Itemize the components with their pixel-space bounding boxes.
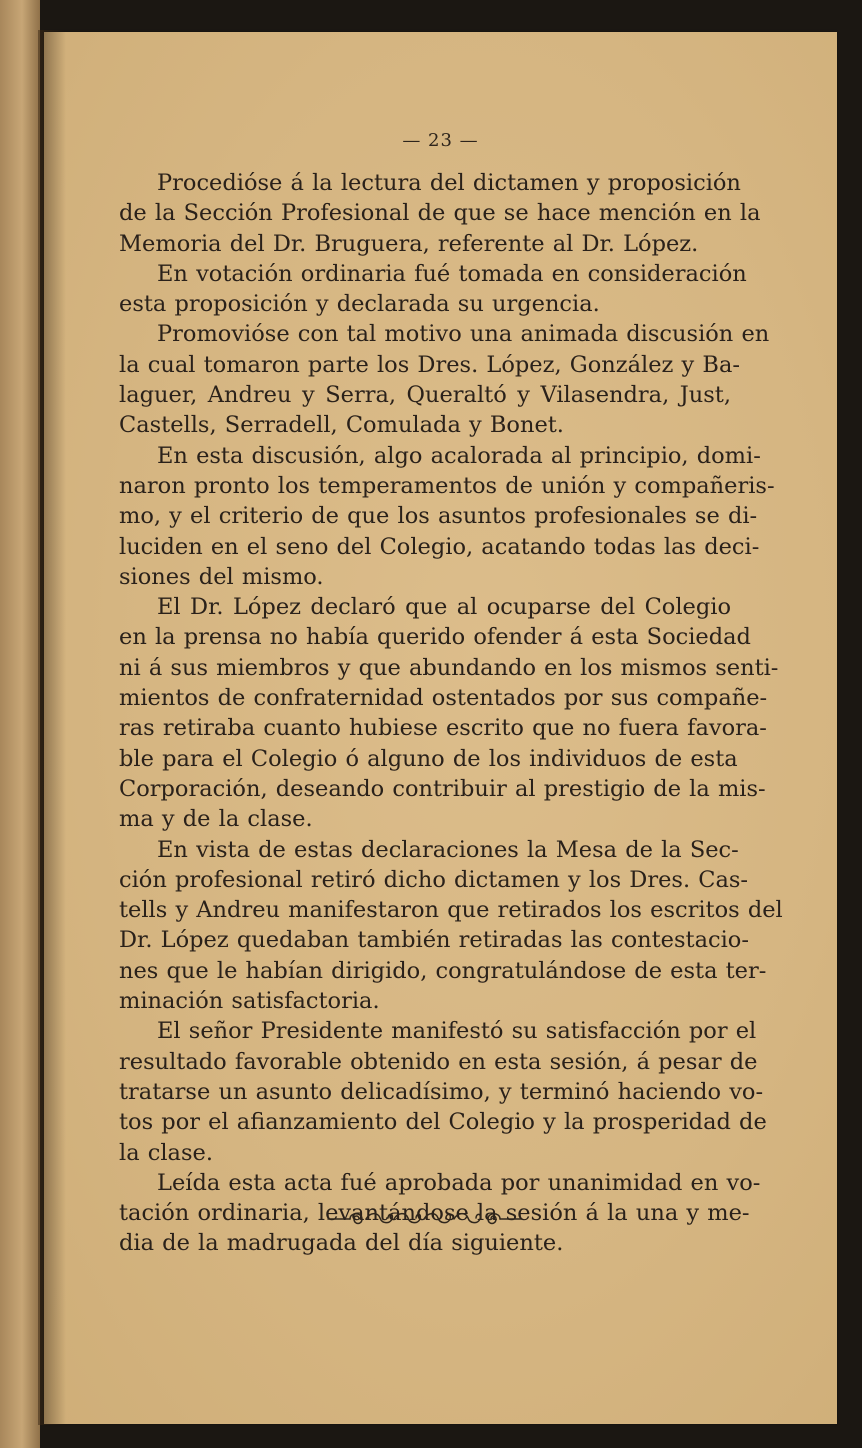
paragraph	[119, 259, 747, 320]
paragraph	[119, 835, 783, 1017]
text-line: minación satisfactoria.	[119, 988, 380, 1015]
ornament-divider-icon	[326, 1208, 524, 1230]
paragraph	[119, 168, 761, 259]
text-line: de la Sección Profesional de que se hace mención en la	[119, 200, 761, 227]
text-line: tells y Andreu manifestaron que retirados los escritos del	[119, 897, 783, 924]
text-line: Corporación, deseando contribuir al prestigio de la mis-	[119, 775, 766, 802]
paragraph	[119, 1016, 767, 1167]
text-line: tratarse un asunto delicadísimo, y terminó haciendo vo-	[119, 1078, 764, 1105]
text-line: siones del mismo.	[119, 563, 324, 590]
binding-shadow	[38, 30, 66, 1425]
body-text	[119, 168, 783, 1259]
text-line: ras retiraba cuanto hubiese escrito que no fuera favora-	[119, 715, 767, 742]
book-page	[44, 32, 837, 1424]
text-line: luciden en el seno del Colegio, acatando todas las deci-	[119, 533, 760, 560]
text-line: El Dr. López declaró que al ocuparse del Colegio	[157, 594, 731, 621]
text-line: ble para el Colegio ó alguno de los individuos de esta	[119, 745, 738, 772]
paragraph	[119, 441, 775, 592]
text-line: laguer, Andreu y Serra, Queraltó y Vilasendra, Just,	[119, 382, 731, 409]
text-line: En vista de estas declaraciones la Mesa de la Sec-	[157, 836, 739, 863]
page-number: — 23 —	[402, 130, 479, 151]
text-line: El señor Presidente manifestó su satisfacción por el	[157, 1018, 757, 1045]
text-line: ción profesional retiró dicho dictamen y los Dres. Cas-	[119, 866, 749, 893]
text-line: mientos de confraternidad ostentados por sus compañe-	[119, 685, 768, 712]
text-line: Leída esta acta fué aprobada por unanimidad en vo-	[157, 1169, 761, 1196]
text-line: esta proposición y declarada su urgencia.	[119, 291, 600, 318]
left-page-edge	[0, 0, 40, 1448]
text-line: En votación ordinaria fué tomada en consideración	[157, 260, 747, 287]
text-line: tación ordinaria, levantándose la sesión á la una y me-	[119, 1200, 750, 1227]
text-line: ni á sus miembros y que abundando en los mismos senti-	[119, 654, 779, 681]
text-line: la clase.	[119, 1139, 213, 1166]
text-line: En esta discusión, algo acalorada al principio, domi-	[157, 442, 761, 469]
text-line: mo, y el criterio de que los asuntos profesionales se di-	[119, 503, 758, 530]
text-line: Castells, Serradell, Comulada y Bonet.	[119, 412, 564, 439]
text-line: tos por el afianzamiento del Colegio y la prosperidad de	[119, 1109, 767, 1136]
text-line: Memoria del Dr. Bruguera, referente al Dr. López.	[119, 230, 699, 257]
text-line: Procedióse á la lectura del dictamen y proposición	[157, 170, 741, 196]
paragraph	[119, 319, 770, 440]
text-line: la cual tomaron parte los Dres. López, González y Ba-	[119, 351, 740, 378]
text-line: en la prensa no había querido ofender á esta Sociedad	[119, 624, 751, 651]
text-line: Promovióse con tal motivo una animada discusión en	[157, 321, 770, 348]
text-line: nes que le habían dirigido, congratulándose de esta ter-	[119, 957, 767, 984]
text-line: resultado favorable obtenido en esta sesión, á pesar de	[119, 1048, 758, 1075]
text-line: ma y de la clase.	[119, 806, 313, 833]
text-line: dia de la madrugada del día siguiente.	[119, 1230, 564, 1257]
text-line: Dr. López quedaban también retiradas las contestacio-	[119, 927, 749, 954]
paragraph	[119, 592, 779, 834]
text-line: naron pronto los temperamentos de unión y compañeris-	[119, 472, 775, 499]
